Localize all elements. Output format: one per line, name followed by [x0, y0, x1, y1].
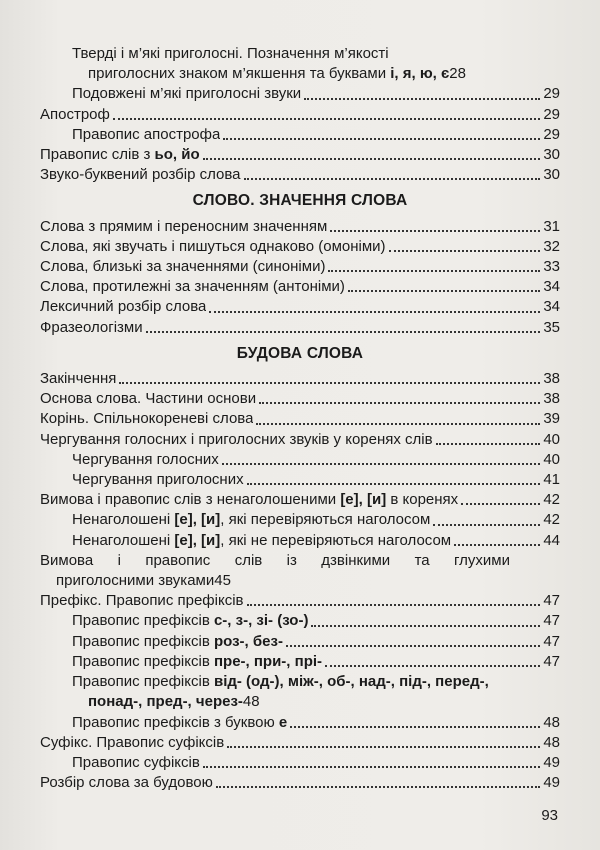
toc-page-number: 35 [543, 318, 560, 336]
toc-entry-text: Слова, протилежні за значенням (антоніми) [40, 278, 345, 296]
toc-entry [40, 510, 560, 530]
toc-entry-bold: [е], [и] [174, 511, 221, 529]
toc-entry [40, 318, 560, 338]
toc-page-number: 34 [543, 298, 560, 316]
toc-entry-text: Слова, які звучать і пишуться однаково (омоніми) [40, 237, 386, 255]
toc-page-number: 29 [543, 105, 560, 123]
toc-entry [40, 125, 560, 145]
toc-entry [40, 672, 560, 712]
toc-entry-text: Звуко-буквений розбір слова [40, 166, 241, 184]
toc-entry-text: приголосними звуками [56, 572, 215, 590]
toc-entry [40, 165, 560, 185]
toc-entry [40, 632, 560, 652]
leader-dots [247, 603, 541, 606]
toc-entry [40, 44, 560, 84]
toc-page-number: 33 [543, 258, 560, 276]
leader-dots [203, 157, 541, 160]
toc-page-number: 38 [543, 370, 560, 388]
leader-dots [259, 401, 540, 404]
table-of-contents [40, 44, 560, 793]
toc-entry [40, 389, 560, 409]
toc-entry-text: Подовжені м’які приголосні звуки [72, 85, 302, 103]
toc-page-number: 32 [543, 237, 560, 255]
toc-page-number: 47 [543, 612, 560, 630]
toc-word: слів [234, 551, 263, 569]
leader-dots [119, 381, 540, 384]
leader-dots [113, 117, 540, 120]
toc-entry-text: Правопис суфіксів [72, 753, 200, 771]
toc-entry-justified-line [40, 551, 560, 571]
toc-entry-text: Правопис апострофа [72, 125, 221, 143]
toc-page-number: 38 [543, 390, 560, 408]
toc-entry-bold: е [278, 713, 288, 731]
toc-page-number: 48 [543, 713, 560, 731]
toc-page-number: 47 [543, 632, 560, 650]
toc-word: Вимова [40, 551, 94, 569]
toc-entry [40, 450, 560, 470]
leader-dots [461, 502, 540, 505]
toc-entry [40, 591, 560, 611]
toc-page-number: 40 [543, 430, 560, 448]
leader-dots [227, 745, 540, 748]
toc-page-number: 42 [543, 491, 560, 509]
toc-entry-text: Слова з прямим і переносним значенням [40, 217, 328, 235]
leader-dots [244, 177, 541, 180]
toc-page-number: 30 [543, 146, 560, 164]
toc-entry-text: Чергування голосних і приголосних звуків у коренях слів [40, 430, 433, 448]
toc-word: правопис [145, 551, 211, 569]
leader-dots [436, 442, 541, 445]
toc-page-number: 31 [543, 217, 560, 235]
toc-entry [40, 531, 560, 551]
toc-entry-bold: понад-, пред-, через- [88, 693, 243, 711]
toc-entry [40, 713, 560, 733]
toc-entry [40, 84, 560, 104]
toc-page-number: 29 [543, 85, 560, 103]
toc-page-number: 44 [543, 531, 560, 549]
toc-word: та [414, 551, 430, 569]
leader-dots [311, 624, 540, 627]
leader-dots [328, 269, 540, 272]
toc-word: і [117, 551, 121, 569]
toc-entry-text: Чергування голосних [72, 450, 219, 468]
toc-page-number: 49 [543, 753, 560, 771]
toc-entry [40, 652, 560, 672]
toc-page-number: 40 [543, 450, 560, 468]
toc-page-number: 29 [543, 125, 560, 143]
toc-entry-bold: ьо, йо [154, 146, 200, 164]
toc-entry-bold: і, я, ю, є [390, 65, 450, 83]
toc-page-number: 28 [449, 65, 466, 83]
toc-word: із [286, 551, 297, 569]
leader-dots [256, 422, 540, 425]
leader-dots [304, 97, 540, 100]
toc-entry [40, 470, 560, 490]
toc-entry-text: в коренях [386, 491, 459, 509]
leader-dots [203, 765, 540, 768]
toc-page-number: 48 [543, 733, 560, 751]
toc-page-number: 42 [543, 511, 560, 529]
leader-dots [286, 644, 540, 647]
toc-page-number: 30 [543, 166, 560, 184]
toc-entry-bold: [е], [и] [174, 531, 221, 549]
toc-entry [40, 105, 560, 125]
leader-dots [325, 664, 540, 667]
section-heading: БУДОВА СЛОВА [236, 344, 364, 362]
toc-entry-text: Правопис префіксів [72, 673, 214, 691]
toc-entry-bold: [е], [и] [340, 491, 387, 509]
leader-dots [146, 330, 541, 333]
toc-entry-text: Правопис префіксів [72, 612, 214, 630]
toc-page-number: 39 [543, 410, 560, 428]
toc-entry-text: Тверді і м’які приголосні. Позначення м’якості [72, 45, 389, 62]
toc-entry-text: Слова, близькі за значеннями (синоніми) [40, 258, 326, 276]
toc-entry [40, 257, 560, 277]
toc-entry-text: Лексичний розбір слова [40, 298, 207, 316]
toc-entry [40, 217, 560, 237]
toc-entry-text: Правопис префіксів [72, 652, 214, 670]
toc-entry [40, 369, 560, 389]
toc-entry-text: , які перевіряються наголосом [220, 511, 431, 529]
toc-entry-bold: роз-, без- [213, 632, 283, 650]
toc-entry [40, 409, 560, 429]
toc-entry-text: Правопис префіксів [72, 632, 214, 650]
toc-entry-text: Правопис слів з [40, 146, 155, 164]
toc-page-number: 41 [543, 471, 560, 489]
leader-dots [290, 725, 540, 728]
toc-word: глухими [454, 551, 510, 569]
toc-entry-text: Апостроф [40, 105, 110, 123]
toc-entry-text: Суфікс. Правопис суфіксів [40, 733, 225, 751]
toc-entry-bold: с-, з-, зі- (зо-) [213, 612, 309, 630]
toc-entry [40, 145, 560, 165]
leader-dots [433, 523, 540, 526]
toc-entry [40, 753, 560, 773]
leader-dots [223, 137, 540, 140]
leader-dots [389, 249, 541, 252]
page-number: 93 [541, 807, 558, 824]
toc-page-number: 49 [543, 774, 560, 792]
toc-entry-text: Фразеологізми [40, 318, 143, 336]
toc-entry [40, 773, 560, 793]
toc-word: дзвінкими [321, 551, 391, 569]
toc-entry [40, 733, 560, 753]
toc-entry [40, 611, 560, 631]
toc-entry-text: приголосних знаком м’якшення та буквами [88, 65, 391, 83]
toc-entry [40, 490, 560, 510]
toc-page-number: 45 [214, 572, 231, 590]
section-heading: СЛОВО. ЗНАЧЕННЯ СЛОВА [192, 192, 408, 210]
toc-entry-text: Закінчення [40, 370, 117, 388]
toc-entry-text: Розбір слова за будовою [40, 774, 213, 792]
toc-page-number: 47 [543, 592, 560, 610]
leader-dots [454, 543, 540, 546]
toc-page-number: 34 [543, 278, 560, 296]
leader-dots [348, 289, 540, 292]
toc-entry [40, 430, 560, 450]
toc-entry [40, 237, 560, 257]
toc-entry-text: Ненаголошені [72, 511, 175, 529]
toc-entry-text: Основа слова. Частини основи [40, 390, 257, 408]
toc-entry-bold: від- (од-), між-, об-, над-, під-, перед-, [213, 673, 489, 691]
toc-entry-text: Префікс. Правопис префіксів [40, 592, 244, 610]
toc-entry-text: Корінь. Спільнокореневі слова [40, 410, 254, 428]
leader-dots [216, 785, 540, 788]
toc-entry-text: Правопис префіксів з буквою [72, 713, 279, 731]
leader-dots [222, 462, 541, 465]
toc-entry-text: , які не перевіряються наголосом [220, 531, 452, 549]
toc-page-number: 47 [543, 652, 560, 670]
toc-entry [40, 551, 560, 591]
toc-entry [40, 297, 560, 317]
toc-entry-bold: пре-, при-, прі- [213, 652, 323, 670]
toc-entry-text: Чергування приголосних [72, 471, 244, 489]
toc-page-number: 48 [242, 693, 260, 711]
toc-entry-text: Вимова і правопис слів з ненаголошеними [40, 491, 341, 509]
leader-dots [247, 482, 541, 485]
toc-entry-text: Ненаголошені [72, 531, 175, 549]
leader-dots [209, 310, 540, 313]
toc-entry [40, 277, 560, 297]
leader-dots [330, 229, 540, 232]
